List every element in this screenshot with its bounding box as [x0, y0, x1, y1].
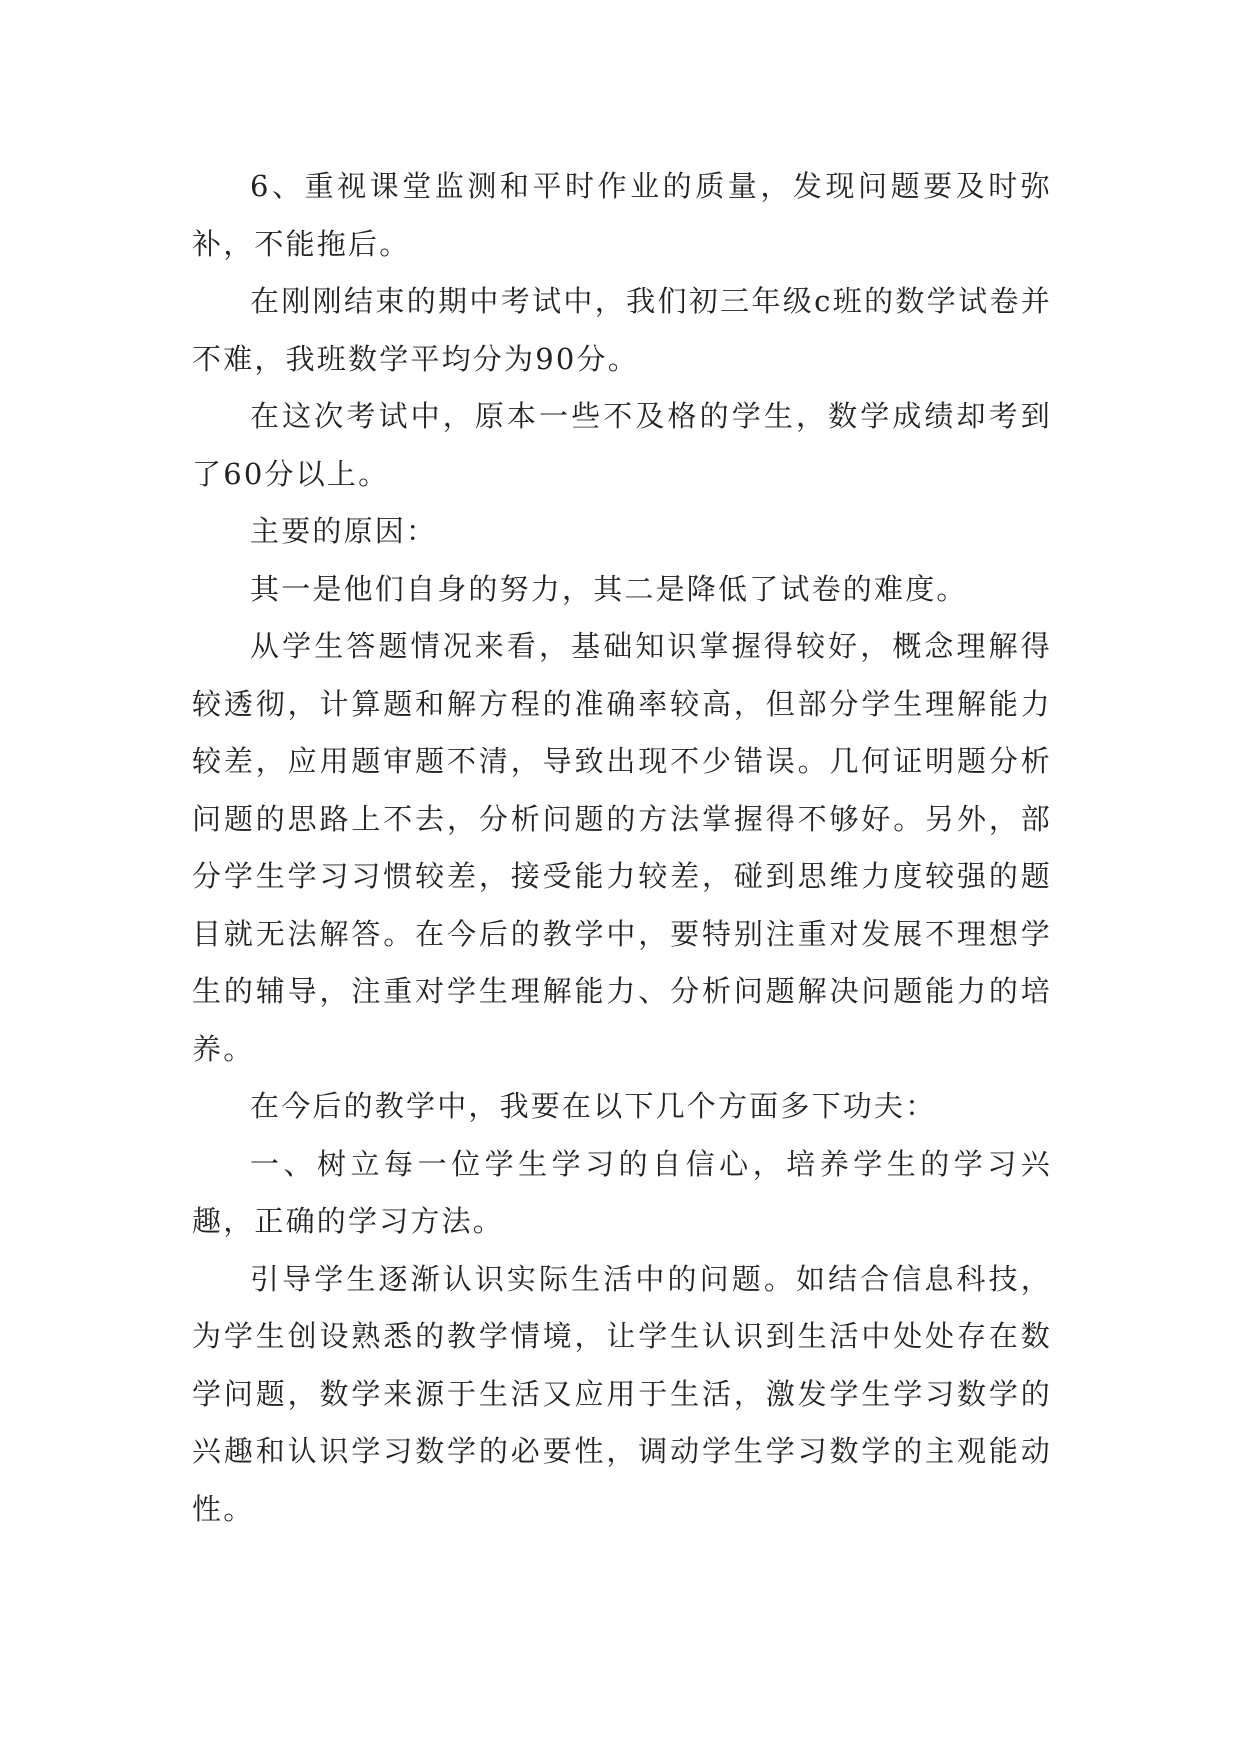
document-body: [192, 158, 1052, 1538]
paragraph: 其一是他们自身的努力，其二是降低了试卷的难度。: [250, 571, 968, 606]
paragraph: 从学生答题情况来看，基础知识掌握得较好，概念理解得较透彻，计算题和解方程的准确率较高，但部分学生理解能力较差，应用题审题不清，导致出现不少错误。几何证明题分析问题的思路上不去，分析问题的方法掌握得不够好。另外，部分学生学习习惯较差，接受能力较差，碰到思维力度较强的题目就无法解答。在今后的教学中，要特别注重对发展不理想学生的辅导，注重对学生理解能力、分析问题解决问题能力的培养。: [192, 629, 1052, 1066]
paragraph: 一、树立每一位学生学习的自信心，培养学生的学习兴趣，正确的学习方法。: [192, 1146, 1052, 1238]
paragraph: 在今后的教学中，我要在以下几个方面多下功夫：: [250, 1089, 937, 1123]
paragraph: 在这次考试中，原本一些不及格的学生，数学成绩却考到了60分以上。: [192, 399, 1052, 491]
paragraph: 引导学生逐渐认识实际生活中的问题。如结合信息科技，为学生创设熟悉的教学情境，让学生认识到生活中处处存在数学问题，数学来源于生活又应用于生活，激发学生学习数学的兴趣和认识学习数学的必要性，调动学生学习数学的主观能动性。: [192, 1261, 1052, 1526]
paragraph: 在刚刚结束的期中考试中，我们初三年级c班的数学试卷并不难，我班数学平均分为90分。: [192, 284, 1052, 376]
paragraph: 6、重视课堂监测和平时作业的质量，发现问题要及时弥补，不能拖后。: [192, 169, 1052, 261]
paragraph: 主要的原因：: [250, 514, 438, 548]
